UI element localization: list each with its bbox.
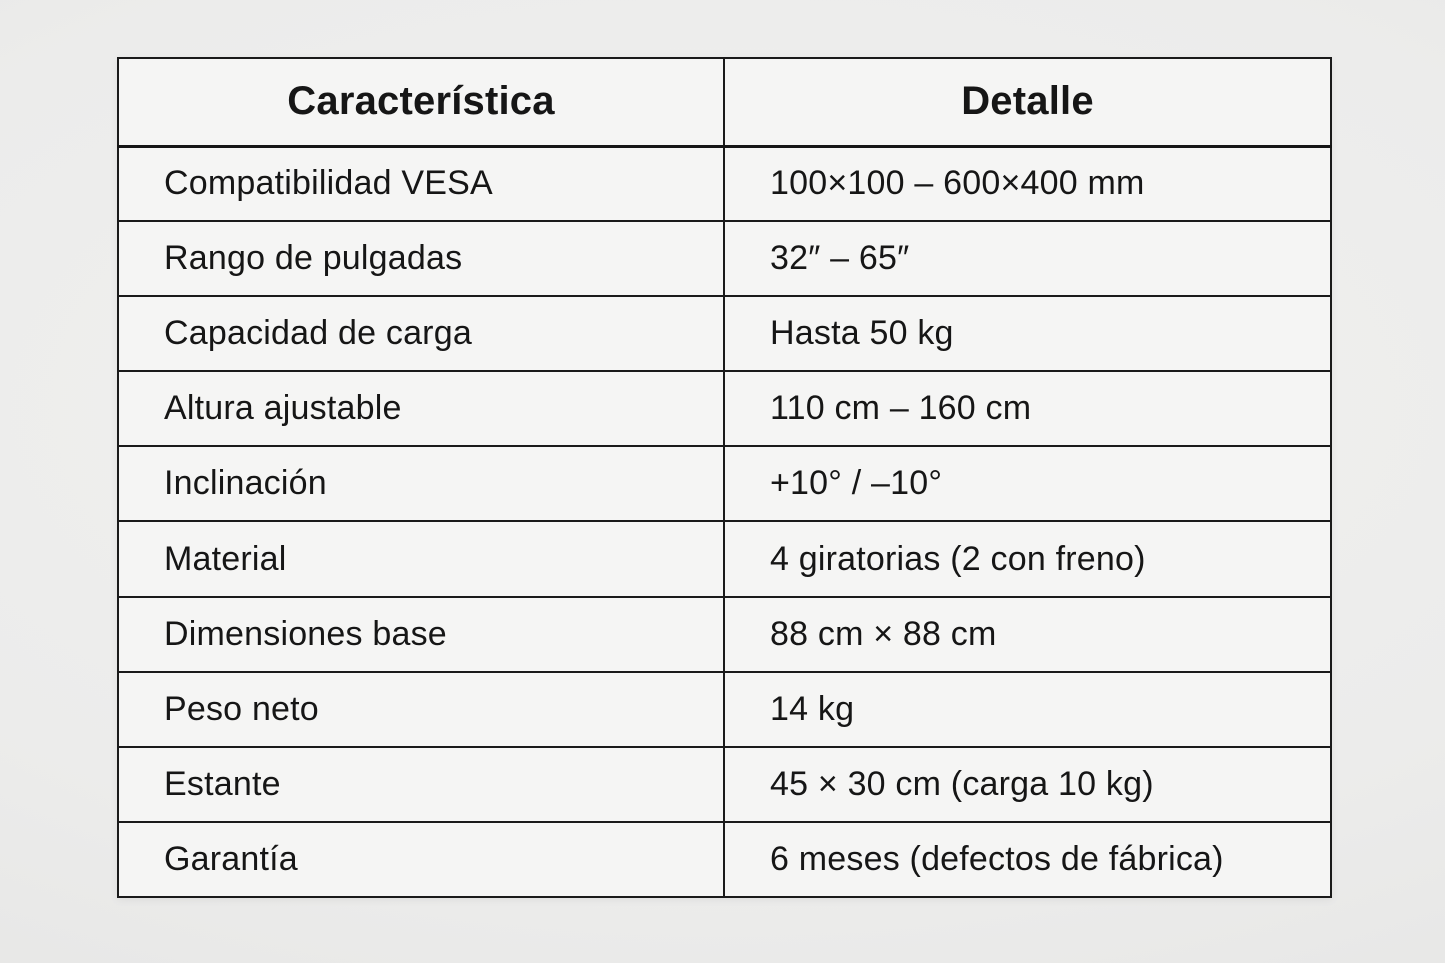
feature-cell: Capacidad de carga — [118, 296, 724, 371]
header-detalle: Detalle — [724, 58, 1331, 146]
feature-cell: Rango de pulgadas — [118, 221, 724, 296]
detail-cell: 110 cm – 160 cm — [724, 371, 1331, 446]
feature-cell: Compatibilidad VESA — [118, 146, 724, 221]
detail-cell: 100×100 – 600×400 mm — [724, 146, 1331, 221]
feature-cell: Peso neto — [118, 672, 724, 747]
feature-cell: Garantía — [118, 822, 724, 897]
table-row — [118, 747, 1331, 822]
header-row — [118, 58, 1331, 146]
detail-cell: 6 meses (defectos de fábrica) — [724, 822, 1331, 897]
table-row — [118, 371, 1331, 446]
feature-cell: Altura ajustable — [118, 371, 724, 446]
spec-table-body — [118, 146, 1331, 897]
spec-table-header — [118, 58, 1331, 146]
table-row — [118, 597, 1331, 672]
spec-table — [117, 57, 1332, 898]
detail-cell: 88 cm × 88 cm — [724, 597, 1331, 672]
table-row — [118, 296, 1331, 371]
table-row — [118, 146, 1331, 221]
feature-cell: Dimensiones base — [118, 597, 724, 672]
table-row — [118, 221, 1331, 296]
table-row — [118, 521, 1331, 596]
header-caracteristica: Característica — [118, 58, 724, 146]
table-row — [118, 446, 1331, 521]
detail-cell: +10° / –10° — [724, 446, 1331, 521]
feature-cell: Inclinación — [118, 446, 724, 521]
feature-cell: Material — [118, 521, 724, 596]
detail-cell: 14 kg — [724, 672, 1331, 747]
table-row — [118, 672, 1331, 747]
detail-cell: 32″ – 65″ — [724, 221, 1331, 296]
detail-cell: 45 × 30 cm (carga 10 kg) — [724, 747, 1331, 822]
feature-cell: Estante — [118, 747, 724, 822]
table-row — [118, 822, 1331, 897]
detail-cell: Hasta 50 kg — [724, 296, 1331, 371]
detail-cell: 4 giratorias (2 con freno) — [724, 521, 1331, 596]
